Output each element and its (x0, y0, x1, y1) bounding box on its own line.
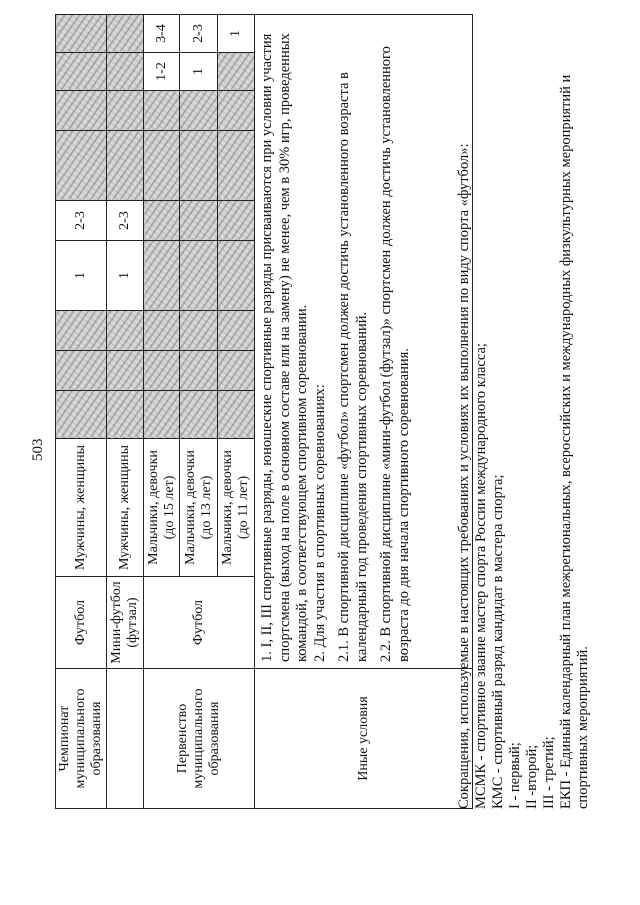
note-line: II -второй; (524, 744, 540, 809)
discipline-cell: Футбол (144, 577, 255, 669)
shaded-cell (144, 201, 180, 241)
page-number: 503 (30, 438, 46, 461)
note-line: КМС - спортивный разряд кандидат в мастера спорта; (490, 474, 506, 809)
shaded-cell (56, 91, 107, 131)
shaded-cell (56, 351, 107, 391)
shaded-cell (180, 91, 218, 131)
value-cell: 2-3 (107, 201, 144, 241)
shaded-cell (56, 391, 107, 439)
condition-paragraph: 2. Для участия в спортивных соревнованиях: (311, 384, 328, 662)
note-line: ЕКП - Единый календарный план межрегиональных, всероссийских и международных физкультурных мероприятий и спортивных мероприятий. (558, 74, 591, 809)
shaded-cell (56, 15, 107, 53)
shaded-cell (218, 53, 255, 91)
shaded-cell (107, 53, 144, 91)
note-line: Сокращения, используемые в настоящих требованиях и условиях их выполнения по виду спорта «футбол»: (456, 143, 472, 809)
note-line: I - первый; (507, 742, 523, 809)
table-row (255, 15, 473, 809)
shaded-cell (107, 131, 144, 201)
shaded-cell (144, 131, 180, 201)
shaded-cell (56, 131, 107, 201)
shaded-cell (107, 15, 144, 53)
shaded-cell (218, 131, 255, 201)
condition-paragraph: 1. I, II, III спортивные разряды, юношеские спортивные разряды присваиваются при условии участия спортсмена (выход на поле в основном составе или на замену) не менее, чем в 30% игр, проведенных командой, в соответствующем спортивном соревновании. (259, 33, 310, 662)
note-line: III - третий; (541, 736, 557, 809)
other-conditions-text (255, 15, 473, 669)
shaded-cell (107, 311, 144, 351)
shaded-cell (107, 91, 144, 131)
group-cell: Мальчики, девочки (до 15 лет) (144, 439, 180, 577)
shaded-cell (218, 391, 255, 439)
table-row (56, 15, 107, 809)
shaded-cell (144, 91, 180, 131)
discipline-cell: Футбол (56, 577, 107, 669)
value-cell: 1-2 (144, 53, 180, 91)
shaded-cell (107, 391, 144, 439)
shaded-cell (180, 351, 218, 391)
shaded-cell (218, 311, 255, 351)
condition-paragraph: 2.2. В спортивной дисциплине «мини-футбол (футзал)» спортсмен должен достичь установленного возраста до дня начала спортивного соревнования. (378, 46, 412, 662)
value-cell: 1 (56, 241, 107, 311)
table-row (144, 15, 180, 809)
competition-cell: Чемпионат муниципального образования (56, 669, 107, 809)
requirements-table (55, 14, 473, 809)
group-cell: Мальчики, девочки (до 13 лет) (180, 439, 218, 577)
shaded-cell (180, 241, 218, 311)
shaded-cell (107, 351, 144, 391)
value-cell: 1 (218, 15, 255, 53)
shaded-cell (144, 241, 180, 311)
value-cell: 1 (107, 241, 144, 311)
shaded-cell (144, 311, 180, 351)
shaded-cell (56, 53, 107, 91)
shaded-cell (180, 311, 218, 351)
shaded-cell (218, 91, 255, 131)
shaded-cell (218, 351, 255, 391)
value-cell: 3-4 (144, 15, 180, 53)
value-cell: 2-3 (56, 201, 107, 241)
value-cell: 1 (180, 53, 218, 91)
other-conditions-label: Иные условия (255, 669, 473, 809)
note-line: МСМК - спортивное звание мастер спорта России международного класса; (473, 343, 489, 809)
shaded-cell (144, 391, 180, 439)
shaded-cell (180, 391, 218, 439)
shaded-cell (218, 201, 255, 241)
discipline-cell: Мини-футбол (футзал) (107, 577, 144, 669)
shaded-cell (144, 351, 180, 391)
group-cell: Мужчины, женщины (56, 439, 107, 577)
value-cell: 2-3 (180, 15, 218, 53)
competition-cell (107, 669, 144, 809)
group-cell: Мальчики, девочки (до 11 лет) (218, 439, 255, 577)
shaded-cell (218, 241, 255, 311)
condition-paragraph: 2.1. В спортивной дисциплине «футбол» спортсмен должен достичь установленного возраста в календарный год проведения спортивных соревнований. (336, 72, 370, 662)
group-cell: Мужчины, женщины (107, 439, 144, 577)
competition-cell: Первенство муниципального образования (144, 669, 255, 809)
shaded-cell (56, 311, 107, 351)
shaded-cell (180, 131, 218, 201)
shaded-cell (180, 201, 218, 241)
abbreviations-notes (456, 49, 592, 809)
table-row (107, 15, 144, 809)
